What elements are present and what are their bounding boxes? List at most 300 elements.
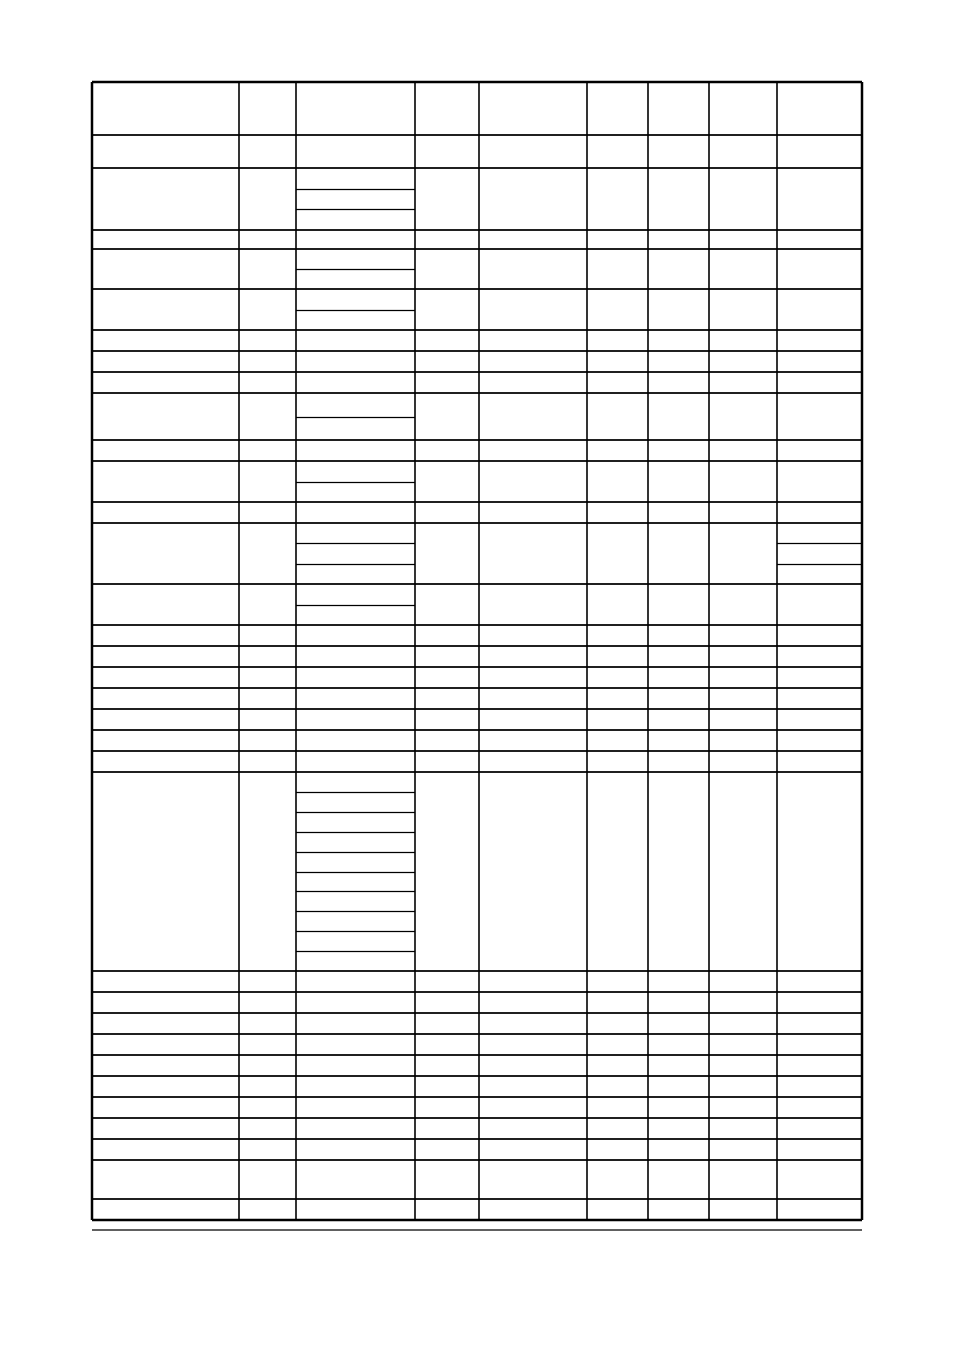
table-cell bbox=[415, 1013, 479, 1034]
table-cell bbox=[648, 372, 709, 393]
table-cell bbox=[479, 772, 587, 971]
table-cell bbox=[92, 992, 239, 1013]
table-cell bbox=[92, 135, 239, 168]
table-cell bbox=[239, 523, 296, 584]
table-cell bbox=[239, 440, 296, 461]
table-cell bbox=[777, 688, 862, 709]
table-cell bbox=[709, 1139, 777, 1160]
table-cell bbox=[587, 351, 648, 372]
table-cell bbox=[648, 289, 709, 330]
table-cell bbox=[777, 646, 862, 667]
table-cell bbox=[648, 1139, 709, 1160]
table-cell bbox=[296, 372, 415, 393]
table-cell bbox=[648, 523, 709, 584]
table-cell bbox=[415, 440, 479, 461]
table-cell bbox=[777, 1055, 862, 1076]
table-cell bbox=[587, 168, 648, 230]
table-cell bbox=[239, 135, 296, 168]
table-cell bbox=[709, 461, 777, 502]
table-cell bbox=[777, 289, 862, 330]
table-cell bbox=[648, 82, 709, 135]
table-cell bbox=[648, 1199, 709, 1220]
table-cell bbox=[777, 135, 862, 168]
table-cell bbox=[648, 1097, 709, 1118]
table-cell bbox=[415, 1055, 479, 1076]
table-cell bbox=[648, 688, 709, 709]
table-cell bbox=[587, 1076, 648, 1097]
table-cell bbox=[709, 330, 777, 351]
table-cell bbox=[709, 230, 777, 249]
table-cell bbox=[709, 168, 777, 230]
table-cell bbox=[648, 625, 709, 646]
table-cell bbox=[415, 688, 479, 709]
table-cell bbox=[479, 1055, 587, 1076]
table-cell bbox=[239, 751, 296, 772]
table-cell bbox=[709, 1013, 777, 1034]
table-cell bbox=[709, 625, 777, 646]
table-cell bbox=[415, 1034, 479, 1055]
table-cell bbox=[648, 1013, 709, 1034]
table-cell bbox=[479, 751, 587, 772]
table-cell bbox=[296, 1160, 415, 1199]
table-cell bbox=[415, 351, 479, 372]
table-cell bbox=[92, 646, 239, 667]
table-cell bbox=[92, 625, 239, 646]
table-cell bbox=[648, 502, 709, 523]
table-cell bbox=[709, 502, 777, 523]
table-cell bbox=[479, 393, 587, 440]
table-cell bbox=[239, 289, 296, 330]
table-cell bbox=[92, 230, 239, 249]
table-cell bbox=[479, 646, 587, 667]
table-cell bbox=[296, 1097, 415, 1118]
table-cell bbox=[239, 1139, 296, 1160]
table-cell bbox=[92, 1160, 239, 1199]
table-cell bbox=[296, 351, 415, 372]
table-cell bbox=[777, 992, 862, 1013]
table-cell bbox=[296, 971, 415, 992]
table-cell bbox=[709, 1055, 777, 1076]
table-cell bbox=[92, 730, 239, 751]
table-cell bbox=[587, 1034, 648, 1055]
table-cell bbox=[648, 992, 709, 1013]
table-cell bbox=[587, 688, 648, 709]
table-cell bbox=[587, 440, 648, 461]
table-cell bbox=[296, 330, 415, 351]
table-cell bbox=[296, 1034, 415, 1055]
table-cell bbox=[648, 730, 709, 751]
table-cell bbox=[415, 971, 479, 992]
table-cell bbox=[239, 351, 296, 372]
table-cell bbox=[648, 230, 709, 249]
table-cell bbox=[777, 82, 862, 135]
table-cell bbox=[92, 772, 239, 971]
table-cell bbox=[296, 502, 415, 523]
table-cell bbox=[415, 646, 479, 667]
table-cell bbox=[415, 372, 479, 393]
table-cell bbox=[709, 751, 777, 772]
table-cell bbox=[648, 168, 709, 230]
table-cell bbox=[587, 372, 648, 393]
table-cell bbox=[92, 1013, 239, 1034]
table-cell bbox=[92, 751, 239, 772]
table-cell bbox=[479, 502, 587, 523]
table-cell bbox=[777, 709, 862, 730]
table-cell bbox=[709, 730, 777, 751]
table-cell bbox=[415, 1199, 479, 1220]
table-cell bbox=[777, 372, 862, 393]
table-cell bbox=[777, 523, 862, 584]
table-cell bbox=[239, 992, 296, 1013]
table-cell bbox=[479, 461, 587, 502]
table-cell bbox=[239, 667, 296, 688]
table-cell bbox=[479, 351, 587, 372]
table-cell bbox=[648, 1118, 709, 1139]
table-cell bbox=[648, 646, 709, 667]
table-cell bbox=[587, 230, 648, 249]
table-cell bbox=[479, 625, 587, 646]
table-cell bbox=[587, 667, 648, 688]
table-cell bbox=[92, 351, 239, 372]
table-cell bbox=[296, 646, 415, 667]
table-cell bbox=[415, 135, 479, 168]
table-cell bbox=[296, 667, 415, 688]
table-cell bbox=[648, 330, 709, 351]
table-cell bbox=[777, 1097, 862, 1118]
table-cell bbox=[709, 393, 777, 440]
table-cell bbox=[92, 440, 239, 461]
table-cell bbox=[415, 289, 479, 330]
table-cell bbox=[648, 971, 709, 992]
table-cell bbox=[709, 709, 777, 730]
table-cell bbox=[479, 230, 587, 249]
table-cell bbox=[296, 772, 415, 971]
table-cell bbox=[777, 751, 862, 772]
table-cell bbox=[415, 1076, 479, 1097]
table-cell bbox=[296, 135, 415, 168]
table-cell bbox=[587, 992, 648, 1013]
table-cell bbox=[479, 1076, 587, 1097]
table-cell bbox=[296, 625, 415, 646]
table-cell bbox=[587, 584, 648, 625]
table-cell bbox=[777, 351, 862, 372]
table-cell bbox=[777, 461, 862, 502]
table-cell bbox=[709, 135, 777, 168]
table-cell bbox=[296, 168, 415, 230]
table-cell bbox=[415, 393, 479, 440]
table-cell bbox=[648, 351, 709, 372]
table-cell bbox=[296, 709, 415, 730]
table-cell bbox=[479, 249, 587, 289]
table-cell bbox=[92, 1076, 239, 1097]
table-cell bbox=[479, 168, 587, 230]
table-cell bbox=[92, 461, 239, 502]
table-cell bbox=[777, 230, 862, 249]
table-cell bbox=[479, 440, 587, 461]
table-cell bbox=[479, 1139, 587, 1160]
table-cell bbox=[709, 289, 777, 330]
table-cell bbox=[415, 1118, 479, 1139]
table-cell bbox=[92, 709, 239, 730]
table-cell bbox=[479, 523, 587, 584]
table-cell bbox=[296, 1076, 415, 1097]
table-cell bbox=[587, 289, 648, 330]
table-cell bbox=[296, 751, 415, 772]
table-cell bbox=[296, 1118, 415, 1139]
table-cell bbox=[239, 1118, 296, 1139]
table-cell bbox=[239, 230, 296, 249]
table-cell bbox=[709, 1097, 777, 1118]
table-cell bbox=[415, 1097, 479, 1118]
table-cell bbox=[587, 393, 648, 440]
table-cell bbox=[479, 82, 587, 135]
table-cell bbox=[415, 249, 479, 289]
table-cell bbox=[777, 1199, 862, 1220]
table-cell bbox=[648, 440, 709, 461]
table-cell bbox=[239, 1160, 296, 1199]
table-cell bbox=[479, 1118, 587, 1139]
table-cell bbox=[92, 688, 239, 709]
table-cell bbox=[587, 1013, 648, 1034]
table-cell bbox=[239, 688, 296, 709]
table-cell bbox=[92, 168, 239, 230]
table-cell bbox=[587, 971, 648, 992]
table-cell bbox=[648, 667, 709, 688]
table-cell bbox=[415, 667, 479, 688]
table-cell bbox=[777, 1118, 862, 1139]
table-cell bbox=[415, 502, 479, 523]
table-cell bbox=[296, 523, 415, 584]
table-cell bbox=[648, 1034, 709, 1055]
table-cell bbox=[587, 1055, 648, 1076]
table-cell bbox=[479, 667, 587, 688]
table-cell bbox=[296, 1139, 415, 1160]
table-cell bbox=[648, 751, 709, 772]
table-cell bbox=[296, 730, 415, 751]
table-cell bbox=[709, 249, 777, 289]
table-cell bbox=[587, 1160, 648, 1199]
table-cell bbox=[648, 584, 709, 625]
table-cell bbox=[709, 772, 777, 971]
table-cell bbox=[777, 1013, 862, 1034]
table-cell bbox=[415, 751, 479, 772]
table-cell bbox=[92, 1199, 239, 1220]
table-cell bbox=[479, 992, 587, 1013]
table-cell bbox=[92, 82, 239, 135]
table-cell bbox=[777, 971, 862, 992]
table-cell bbox=[777, 330, 862, 351]
table-cell bbox=[239, 1013, 296, 1034]
table-cell bbox=[587, 625, 648, 646]
table-cell bbox=[587, 502, 648, 523]
table-cell bbox=[239, 730, 296, 751]
table-cell bbox=[587, 772, 648, 971]
table-cell bbox=[92, 1097, 239, 1118]
table-cell bbox=[479, 1160, 587, 1199]
table-cell bbox=[777, 1139, 862, 1160]
table-cell bbox=[92, 372, 239, 393]
table-cell bbox=[92, 393, 239, 440]
table-cell bbox=[415, 730, 479, 751]
table-cell bbox=[709, 667, 777, 688]
table-cell bbox=[296, 584, 415, 625]
table-cell bbox=[777, 393, 862, 440]
table-cell bbox=[587, 730, 648, 751]
table-cell bbox=[587, 461, 648, 502]
table-cell bbox=[648, 1055, 709, 1076]
table-cell bbox=[239, 709, 296, 730]
table-cell bbox=[587, 523, 648, 584]
table-cell bbox=[415, 82, 479, 135]
table-cell bbox=[239, 82, 296, 135]
table-cell bbox=[777, 730, 862, 751]
table-cell bbox=[777, 440, 862, 461]
table-cell bbox=[709, 440, 777, 461]
table-cell bbox=[587, 1097, 648, 1118]
table-cell bbox=[239, 1034, 296, 1055]
table-cell bbox=[92, 1139, 239, 1160]
table-cell bbox=[296, 992, 415, 1013]
table-cell bbox=[296, 688, 415, 709]
table-cell bbox=[777, 584, 862, 625]
table-cell bbox=[479, 584, 587, 625]
table-cell bbox=[479, 1034, 587, 1055]
table-cell bbox=[709, 82, 777, 135]
table-cell bbox=[239, 168, 296, 230]
table-cell bbox=[479, 330, 587, 351]
table-cell bbox=[777, 625, 862, 646]
table-cell bbox=[777, 1160, 862, 1199]
table-cell bbox=[239, 372, 296, 393]
table-cell bbox=[709, 1199, 777, 1220]
table-cell bbox=[92, 584, 239, 625]
table-cell bbox=[296, 82, 415, 135]
table-cell bbox=[709, 688, 777, 709]
table-cell bbox=[777, 168, 862, 230]
table-cell bbox=[415, 230, 479, 249]
table-cell bbox=[587, 1199, 648, 1220]
table-cell bbox=[587, 249, 648, 289]
table-cell bbox=[648, 709, 709, 730]
table-cell bbox=[587, 646, 648, 667]
table-cell bbox=[92, 667, 239, 688]
table-cell bbox=[648, 393, 709, 440]
table-cell bbox=[415, 584, 479, 625]
table-cell bbox=[648, 135, 709, 168]
table-cell bbox=[479, 688, 587, 709]
table-cell bbox=[709, 971, 777, 992]
table-cell bbox=[587, 1118, 648, 1139]
table-cell bbox=[709, 992, 777, 1013]
table-cell bbox=[587, 330, 648, 351]
table-cell bbox=[296, 289, 415, 330]
table-cell bbox=[239, 393, 296, 440]
table-cell bbox=[92, 1034, 239, 1055]
table-cell bbox=[648, 249, 709, 289]
table-cell bbox=[415, 992, 479, 1013]
table-cell bbox=[239, 1076, 296, 1097]
table-cell bbox=[648, 1076, 709, 1097]
table-cell bbox=[415, 523, 479, 584]
table-cell bbox=[709, 351, 777, 372]
table-cell bbox=[415, 625, 479, 646]
table-cell bbox=[709, 372, 777, 393]
table-cell bbox=[415, 461, 479, 502]
table-cell bbox=[239, 330, 296, 351]
table-cell bbox=[92, 289, 239, 330]
table-cell bbox=[479, 372, 587, 393]
table-cell bbox=[648, 772, 709, 971]
table-cell bbox=[777, 772, 862, 971]
table-cell bbox=[709, 1160, 777, 1199]
table-cell bbox=[479, 1097, 587, 1118]
table-cell bbox=[479, 289, 587, 330]
table-cell bbox=[92, 1055, 239, 1076]
table-cell bbox=[479, 135, 587, 168]
table-cell bbox=[415, 1139, 479, 1160]
table-cell bbox=[777, 667, 862, 688]
table-cell bbox=[709, 646, 777, 667]
table-cell bbox=[415, 168, 479, 230]
table-cell bbox=[296, 1055, 415, 1076]
table-cell bbox=[415, 772, 479, 971]
table-cell bbox=[239, 584, 296, 625]
table-cell bbox=[239, 625, 296, 646]
table-cell bbox=[92, 330, 239, 351]
table-cell bbox=[92, 971, 239, 992]
table-cell bbox=[239, 971, 296, 992]
table-cell bbox=[239, 502, 296, 523]
table-cell bbox=[239, 772, 296, 971]
table-cell bbox=[587, 82, 648, 135]
table-cell bbox=[92, 1118, 239, 1139]
table-cell bbox=[296, 393, 415, 440]
table-cell bbox=[479, 709, 587, 730]
table-cell bbox=[709, 1076, 777, 1097]
table-cell bbox=[239, 249, 296, 289]
table-cell bbox=[479, 1013, 587, 1034]
table-cell bbox=[777, 502, 862, 523]
table-cell bbox=[587, 135, 648, 168]
table-cell bbox=[92, 502, 239, 523]
table-cell bbox=[587, 751, 648, 772]
table-cell bbox=[777, 1076, 862, 1097]
table-cell bbox=[709, 1118, 777, 1139]
table-cell bbox=[479, 730, 587, 751]
table-cell bbox=[239, 1199, 296, 1220]
table-cell bbox=[296, 1199, 415, 1220]
table-cell bbox=[479, 971, 587, 992]
table-cell bbox=[92, 523, 239, 584]
table-cell bbox=[777, 249, 862, 289]
table-cell bbox=[709, 523, 777, 584]
table-cell bbox=[239, 1097, 296, 1118]
table-cell bbox=[648, 461, 709, 502]
table-cell bbox=[296, 230, 415, 249]
table-cell bbox=[709, 584, 777, 625]
table-cell bbox=[415, 1160, 479, 1199]
table-cell bbox=[239, 646, 296, 667]
table-cell bbox=[239, 461, 296, 502]
table-cell bbox=[296, 440, 415, 461]
table-cell bbox=[415, 709, 479, 730]
table-cell bbox=[239, 1055, 296, 1076]
table-cell bbox=[92, 249, 239, 289]
table-cell bbox=[648, 1160, 709, 1199]
table-cell bbox=[415, 330, 479, 351]
table-cell bbox=[709, 1034, 777, 1055]
table-cell bbox=[479, 1199, 587, 1220]
